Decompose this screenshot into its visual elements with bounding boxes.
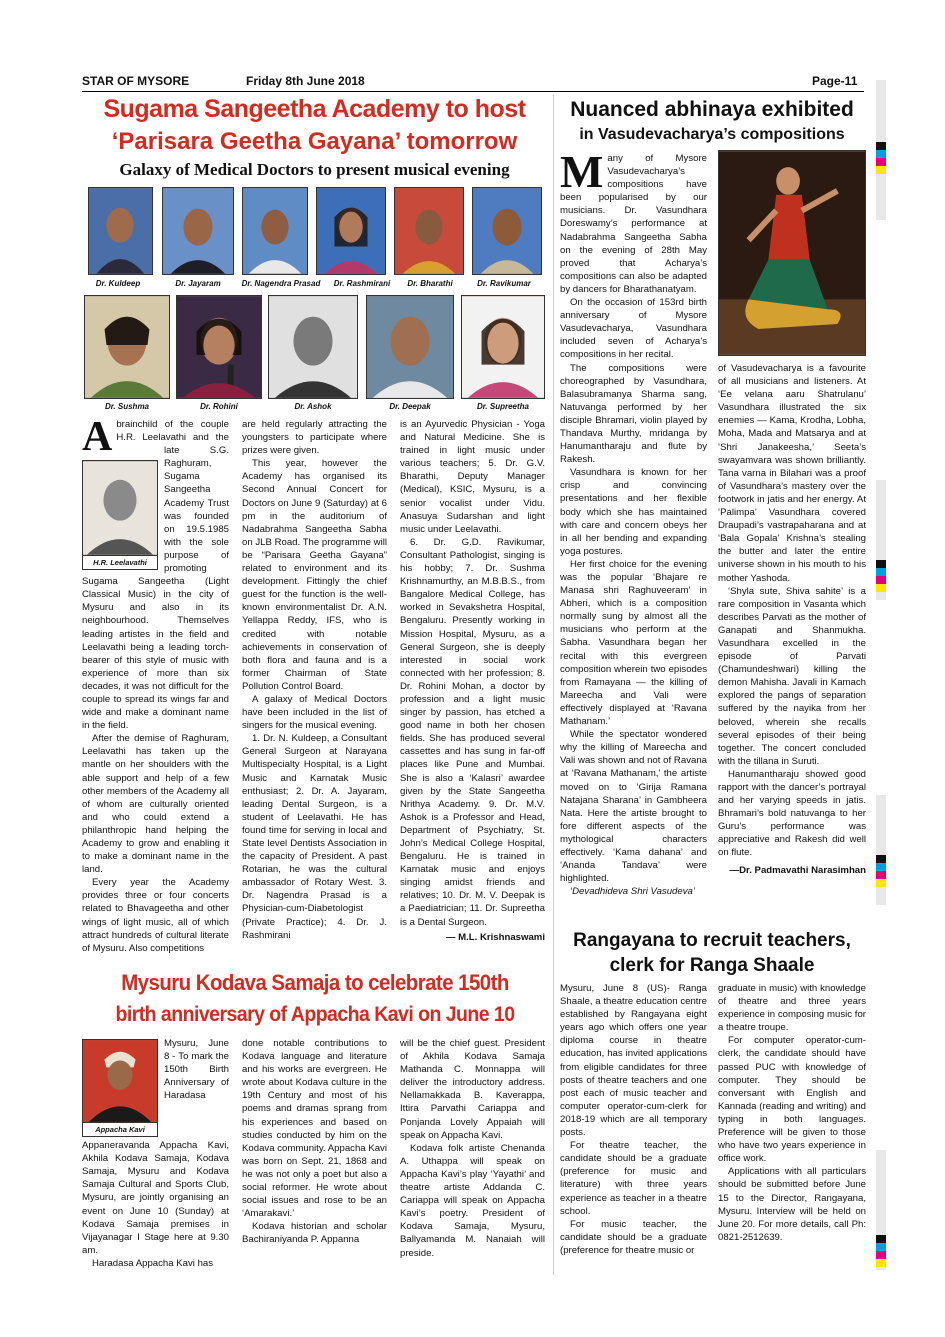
reg-cyan-3 xyxy=(876,863,886,871)
article1-column1 xyxy=(82,414,229,955)
reg-black xyxy=(876,142,886,150)
article3-col2-p2: Kodava historian and scholar Bachiraniyanda P. Appanna xyxy=(242,1221,387,1246)
leelavathi-inset xyxy=(82,460,158,570)
article1-headline-line2: ‘Parisara Geetha Gayana’ tomorrow xyxy=(111,128,518,155)
article3-col1-p1: Mysuru, June 8 - To mark the 150th Birth Anniversary of Haradasa Appaneravanda Appacha Kavi, Akhila Kodava Samaja, Kodava Samaja, Mysuru and Kodava Samaja Cultural and Sports Club, Mysuru, are jointly organising an event on June 10 (Sunday) at Kodava Samaja premises in Vijayanagar I Stage here at 9.30 am. xyxy=(82,1038,229,1256)
photo-appacha-kavi xyxy=(82,1039,158,1123)
article2-col2-p1: of Vasudevacharya is a favourite of all musicians and listeners. At ‘Ee velana aaru Shatrulanu’ Vasundhara illustrated the six enemies — Kama, Krodha, Lobha, Moha, Mada and Matsarya and at ‘Shri Janakeesha,’ Seeta’s swayamvara was shown brilliantly. Tana varna in Bilahari was a proof of Vasundhara’s mastery over the footwork in jatis and her energy. At ‘Palimpa’ Vasundhara covered Draupadi’s vastrapaharana and at ‘Bala Gopala’ Krishna’s stealing the butter and later the entire universe shown in his mouth to his mother Yashoda. xyxy=(718,363,866,584)
article4-col2-p3: Applications with all particulars should be submitted before June 15 to the Director, Rangayana, Mysuru. Interview will be held on June 20. For more details, call Ph: 0821-2512639. xyxy=(718,1166,866,1243)
caption-rashmirani: Dr. Rashmirani xyxy=(333,279,391,288)
article2-col2-p2: ‘Shyla sute, Shiva sahite’ is a rare composition in Vasanta which describes Parvati as the mother of Ganapati and Shanmukha. Vasundhara excelled in the episode of Parvati (Chamundeshwari) killing the demon Mahisha. Javali in Kamach explored the pangs of separation suffered by the nayika from her beloved, wherein she recalls several episodes of their being together. The concert concluded with the tillana in Suruti. xyxy=(718,585,866,767)
reg-yellow xyxy=(876,166,886,174)
photo-rashmirani xyxy=(316,187,386,275)
article4-col2-p2: For computer operator-cum-clerk, the candidate should have passed PUC with knowledge of computer. They should be conversant with English and Kannada (reading and writing) and typing in both languages. Preference will be given to those who have two years experience in office work. xyxy=(718,1035,866,1165)
article2-intro: any of Mysore Vasudevacharya’s compositions have been popularised by our musicians. Dr. Vasundhara Doreswamy’s performance at Nadabrahma Sangeetha Sabha on the evening of 28th May proved that Acharya’s compositions can also be adapted by dancers for Bharathanatyam. xyxy=(560,153,707,295)
reg-yellow-2 xyxy=(876,584,886,592)
article2-col2-p3: Hanumantharaju showed good rapport with the dancer’s portrayal and her varying speeds in jatis. Bhramari’s bold natuvanga to her Guru’s performance was appreciative and Rakesh did well on flute. xyxy=(718,768,866,859)
reg-black-3 xyxy=(876,855,886,863)
article3-headline-line2: birth anniversary of Appacha Kavi on June 10 xyxy=(115,1003,515,1026)
registration-bar-3 xyxy=(876,795,886,905)
caption-rohini: Dr. Rohini xyxy=(200,402,238,411)
reg-cyan-4 xyxy=(876,1243,886,1251)
article2-col1-p5: Her first choice for the evening was the popular ‘Bhajare re Manasa shri Raghuveeram’ in Abheri, which is a composition normally sung by almost all the musicians who perform at the Sabha. Vasundhara began her recital with this evergreen composition wherein two episodes from Ramayana — the killing of Mareecha and Vali were effectively displayed at ‘Ravana Mathanam.’ xyxy=(560,558,707,728)
article3-col1-p2: Haradasa Appacha Kavi has xyxy=(92,1257,214,1269)
article2-col1-p7: ‘Devadhideva Shri Vasudeva’ xyxy=(570,886,695,898)
article2-col1-p6: While the spectator wondered why the killing of Mareecha and Vali was shown and not of Ravana at ‘Ravana Mathanam,’ the artiste moved on to ‘Girija Ramana Natajana Sharana’ in Gambheera Nata. Here the artiste brought to fore different aspects of the mythological characters effectively. ‘Kama dahana’ and ‘Ananda Tandava’ were highlighted. xyxy=(560,729,707,885)
page-number: Page-11 xyxy=(812,74,858,88)
photo-nagendra-prasad xyxy=(242,187,308,275)
photo-rohini xyxy=(176,295,262,399)
article4-column2 xyxy=(718,982,866,1244)
paper-name: STAR OF MYSORE xyxy=(82,74,190,88)
article3-headline-line1: Mysuru Kodava Samaja to celebrate 150th xyxy=(121,970,509,995)
reg-cyan-2 xyxy=(876,568,886,576)
article1-byline: — M.L. Krishnaswami xyxy=(445,931,545,943)
drop-cap-a: A xyxy=(82,414,113,460)
leelavathi-caption: H.R. Leelavathi xyxy=(82,556,158,570)
article1-col3-p2: 6. Dr. G.D. Ravikumar, Consultant Pathologist, singing is his hobby; 7. Dr. Sushma Krishnamurthy, an M.B.B.S., from Bangalore Medical College, has worked in Sevakshetra Hospital, Bengaluru. Presently working in Mission Hospital, Mysuru, as a General Surgeon, she is deeply interested in social work connected with her profession; 8. Dr. Rohini Mohan, a doctor by profession and a light music singer by passion, has etched a good name in both her chosen fields. She has produced several cassettes and has sung in far-off places like Pune and Mumbai. She is also a ‘Kalasri’ awardee given by the State Sangeetha Nrithya Academy. 9. Dr. M.V. Ashok is a Professor and Head, Department of Psychiatry, St. John’s Medical College Hospital, Bengaluru. He is trained in Karnatak music and enjoys singing amidst friends and relatives; 10. Dr. M. V. Deepak is a Paediatrician; 11. Dr. Supreetha is a Dental Surgeon. xyxy=(400,536,545,928)
photo-bharathi xyxy=(394,187,464,275)
article3-column1 xyxy=(82,1037,229,1270)
article4-headline-line1: Rangayana to recruit teachers, xyxy=(573,930,851,951)
article2-headline-line2: in Vasudevacharya’s compositions xyxy=(579,126,845,143)
caption-jayaram: Dr. Jayaram xyxy=(175,279,221,288)
photo-deepak xyxy=(366,295,454,399)
photo-ravikumar xyxy=(472,187,542,275)
article4-col1-p2: For theatre teacher, the candidate should be a graduate (preference for music and literature) with three years experience as teacher in a theatre school. xyxy=(560,1140,707,1217)
header-rule xyxy=(82,91,864,92)
caption-ashok: Dr. Ashok xyxy=(294,402,332,411)
column-divider xyxy=(553,95,554,1275)
drop-cap-m: M xyxy=(560,146,604,197)
caption-kuldeep: Dr. Kuldeep xyxy=(95,279,141,288)
reg-black-4 xyxy=(876,1235,886,1243)
article3-col3-p1: will be the chief guest. President of Akhila Kodava Samaja Mathanda C. Monnappa will deliver the introductory address. Nellamakkada B. Kaverappa, Ittira Parvathi Cariappa and Ponjanda Lovely Appaiah will speak on Appacha Kavi. xyxy=(400,1038,545,1141)
article3-column3 xyxy=(400,1037,545,1260)
appacha-caption: Appacha Kavi xyxy=(82,1123,158,1137)
article1-col2-p4: 1. Dr. N. Kuldeep, a Consultant General Surgeon at Narayana Multispecialty Hospital, is a Light Music and Karnatak Music enthusiast; 2. Dr. A. Jayaram, leading Dental Surgeon, is a student of Leelavathi. He has found time for serving in local and State level Dentists Association in the capacity of President. A past Rotarian, he was the cultural ambassador of Rotary West. 3. Dr. Nagendra Prasad is a Physician-cum-Diabetologist (Private Practice); 4. Dr. J. Rashmirani xyxy=(242,733,387,941)
caption-ravikumar: Dr. Ravikumar xyxy=(477,279,531,288)
photo-sushma xyxy=(84,295,170,399)
article1-column3 xyxy=(400,418,545,944)
photo-ashok xyxy=(268,295,358,399)
caption-sushma: Dr. Sushma xyxy=(104,402,149,411)
article1-col2-p1: are held regularly attracting the youngsters to participate where prizes were given. xyxy=(242,419,387,457)
reg-magenta-3 xyxy=(876,871,886,879)
article1-intro: brainchild of the couple H.R. Leelavathi and the late S.G. Raghuram, Sugama Sangeetha Academy Trust was founded on 19.5.1985 with the sole purpose of promoting Sugama Sangeetha (Light Classical Music) in the city of Mysuru and also in its neighbourhood. Themselves leading artistes in the field and Leelavathi being a leading torch-bearer of this style of music with experience of more than six decades, it was not difficult for the couple to spread its wings far and wide and make a dominant name in the field. xyxy=(82,419,229,732)
appacha-inset xyxy=(82,1039,158,1137)
photo-kuldeep xyxy=(88,187,153,275)
photo-dancer-vasundhara xyxy=(718,150,866,356)
article1-column2 xyxy=(242,418,387,942)
reg-yellow-4 xyxy=(876,1259,886,1267)
article2-column2 xyxy=(718,362,866,877)
photo-leelavathi xyxy=(82,460,158,556)
reg-black-2 xyxy=(876,560,886,568)
article2-column1 xyxy=(560,146,707,898)
article3-col3-p2: Kodava folk artiste Chenanda A. Uthappa will speak on Appacha Kavi’s play ‘Yayathi’ and theatre artiste Addanda C. Cariappa will speak on Appacha Kavi’s poetry. President of Kodava Samaja, Mysuru, Ballyamanda M. Nanaiah will preside. xyxy=(400,1142,545,1259)
reg-magenta xyxy=(876,158,886,166)
article4-column1 xyxy=(560,982,707,1257)
caption-deepak: Dr. Deepak xyxy=(389,402,431,411)
article1-col1-p2: After the demise of Raghuram, Leelavathi has taken up the mantle on her shoulders with the able support and help of a few other members of the Academy all of whom are culturally oriented and who could extend a philanthropic hand helping the Academy to grow and enabling it to make a dominant name in the land. xyxy=(82,733,229,876)
issue-date: Friday 8th June 2018 xyxy=(246,74,365,88)
photo-supreetha xyxy=(461,295,545,399)
article1-subhead: Galaxy of Medical Doctors to present musical evening xyxy=(119,160,510,179)
photo-jayaram xyxy=(162,187,234,275)
article1-col3-p1: is an Ayurvedic Physician - Yoga and Natural Medicine. She is trained in light music under various teachers; 5. Dr. G.V. Bharathi, Deputy Manager (Medical), KSIC, Mysuru, is a senior vocalist under Vidu. Anasuya Sudarshan and light music under Leelavathi. xyxy=(400,419,545,535)
article2-headline-line1: Nuanced abhinaya exhibited xyxy=(570,98,854,121)
article2-col1-p2: On the occasion of 153rd birth anniversary of Mysore Vasudevacharya, Vasundhara included seven of Acharya’s compositions in her recital. xyxy=(560,297,707,361)
caption-bharathi: Dr. Bharathi xyxy=(407,279,453,288)
reg-cyan xyxy=(876,150,886,158)
article4-col2-p1: graduate in music) with knowledge of theatre and three years experience in composing music for a theatre troupe. xyxy=(718,983,866,1034)
article1-col2-p2: This year, however the Academy has organised its Second Annual Concert for Doctors on June 9 (Saturday) at 6 pm in the auditorium of Nadabrahma Sangeetha Sabha on JLB Road. The programme will be “Parisara Geetha Gayana” related to environment and its development. Fittingly the chief guest for the function is the well-known environmentalist Dr. A.N. Yellappa Reddy, IFS, who is credited with notable achievements in conservation of both flora and fauna and is a former Chairman of State Pollution Control Board. xyxy=(242,458,387,692)
article1-col2-p3: A galaxy of Medical Doctors have been included in the list of singers for the musical evening. xyxy=(242,693,387,732)
article2-byline: —Dr. Padmavathi Narasimhan xyxy=(729,864,866,876)
reg-yellow-3 xyxy=(876,879,886,887)
article2-col1-p3: The compositions were choreographed by Vasundhara, Balasubramanya Sharma sang, Natuvanga performed by her disciple Bhramari, violin played by Thandava Murthy, mridanga by Hanumantharaju and flute by Rakesh. xyxy=(560,362,707,466)
article1-headline-line1: Sugama Sangeetha Academy to host xyxy=(103,95,526,123)
article3-column2 xyxy=(242,1037,387,1247)
article4-col1-p3: For music teacher, the candidate should be a graduate (preference for theatre music or xyxy=(560,1218,707,1256)
reg-magenta-2 xyxy=(876,576,886,584)
article4-headline-line2: clerk for Ranga Shaale xyxy=(609,955,815,976)
caption-supreetha: Dr. Supreetha xyxy=(476,402,529,411)
article3-col2-p1: done notable contributions to Kodava language and literature and his works are evergreen. He wrote about Kodava culture in the 19th Century and most of his poems and dramas sprang from his experiences and based on studies conducted by him on the Kodava community. Appacha Kavi was born on Sept. 21, 1868 and he was not only a poet but also a social reformer. He wrote about social issues and rose to be an ‘Amarakavi.’ xyxy=(242,1038,387,1220)
article1-col1-p3: Every year the Academy provides three or four concerts related to Bhavageetha and other wings of light music, all of which attract hundreds of cultural literate of Mysuru. Also competitions xyxy=(82,877,229,954)
reg-magenta-4 xyxy=(876,1251,886,1259)
article4-col1-p1: Mysuru, June 8 (US)- Ranga Shaale, a theatre education centre established by Rangayana eight years ago which offers one year diploma course in theatre education, has invited applications from eligible candidates for three posts of theatre teachers and one post each of music teacher and computer operator-cum-clerk for 2018-19 which are all temporary posts. xyxy=(560,983,707,1139)
caption-nagendra: Dr. Nagendra Prasad xyxy=(241,279,321,288)
article2-col1-p4: Vasundhara is known for her crisp and convincing presentations and her flexible body which she has maintained with care and concern obeys her in all her bending and expanding yoga postures. xyxy=(560,467,707,557)
